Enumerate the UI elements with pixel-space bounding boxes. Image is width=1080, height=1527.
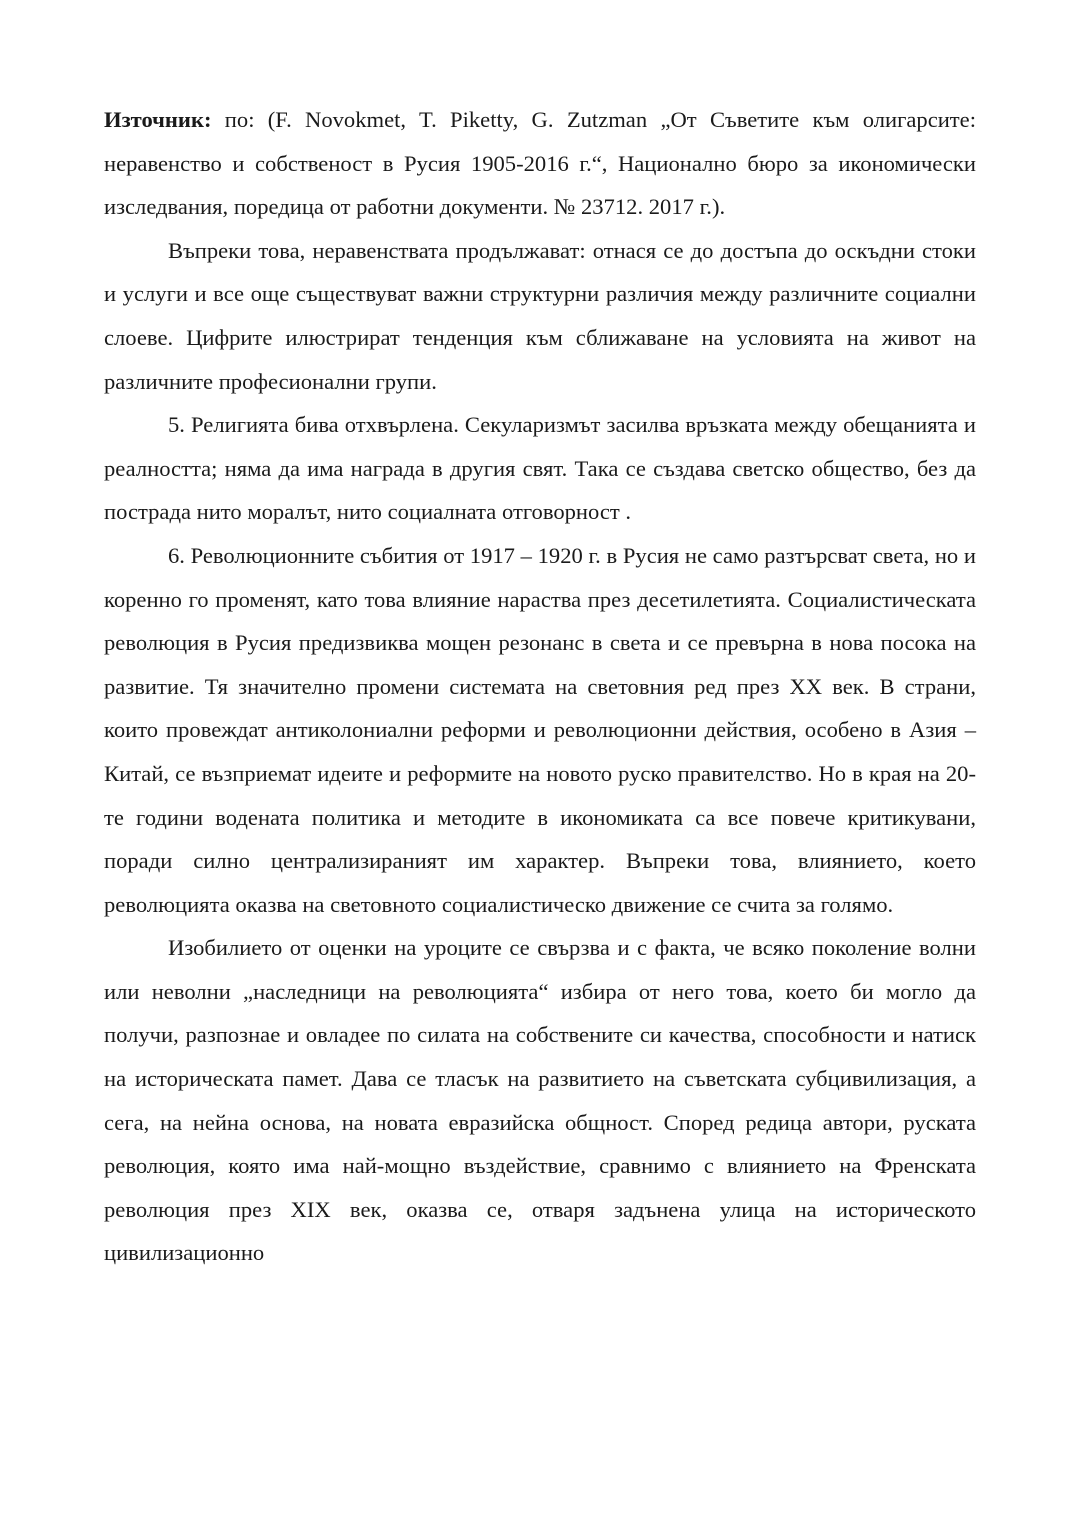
source-citation (104, 98, 976, 229)
paragraph-inequalities: Въпреки това, неравенствата продължават: отнася се до достъпа до оскъдни стоки и услуги и все още съществуват важни структурни различия между различните социални слоеве. Цифрите илюстрират тенденция към сближаване на условията на живот на различните професионални групи. (104, 237, 976, 394)
source-text: по: (F. Novokmet, T. Piketty, G. Zutzman „От Съветите към олигарсите: неравенство и собственост в Русия 1905-2016 г.“, Национално бюро за икономически изследвания, поредица от работни документи. № 23712. 2017 г.). (104, 107, 976, 220)
source-label: Източник: (104, 107, 212, 132)
paragraph-religion: 5. Религията бива отхвърлена. Секуларизмът засилва връзката между обещанията и реалността; няма да има награда в другия свят. Така се създава светско общество, без да пострада нито моралът, нито социалната отговорност . (104, 412, 976, 525)
paragraph-revolutionary-events: 6. Революционните събития от 1917 – 1920 г. в Русия не само разтърсват света, но и коренно го променят, като това влияние нараства през десетилетията. Социалистическата революция в Русия предизвиква мощен резонанс в света и се превърна в нова посока на развитие. Тя значително промени системата на световния ред през XX век. В страни, които провеждат антиколониални реформи и революционни действия, особено в Азия – Китай, се възприемат идеите и реформите на новото руско правителство. Но в края на 20-те години водената политика и методите в икономиката са все повече критикувани, поради силно централизираният им характер. Въпреки това, влиянието, което революцията оказва на световното социалистическо движение се счита за голямо. (104, 542, 976, 917)
document-page (104, 98, 976, 1275)
paragraph-abundance-of-assessments: Изобилието от оценки на уроците се свързва и с факта, че всяко поколение волни или неволни „наследници на революцията“ избира от него това, което би могло да получи, разпознае и овладее по силата на собствените си качества, способности и натиск на историческата памет. Дава се тласък на развитието на съветската субцивилизация, а сега, на нейна основа, на новата евразийска общност. Според редица автори, руската революция, която има най-мощно въздействие, сравнимо с влиянието на Френската революция през XIX век, оказва се, отваря задънена улица на историческото цивилизационно (104, 935, 976, 1266)
